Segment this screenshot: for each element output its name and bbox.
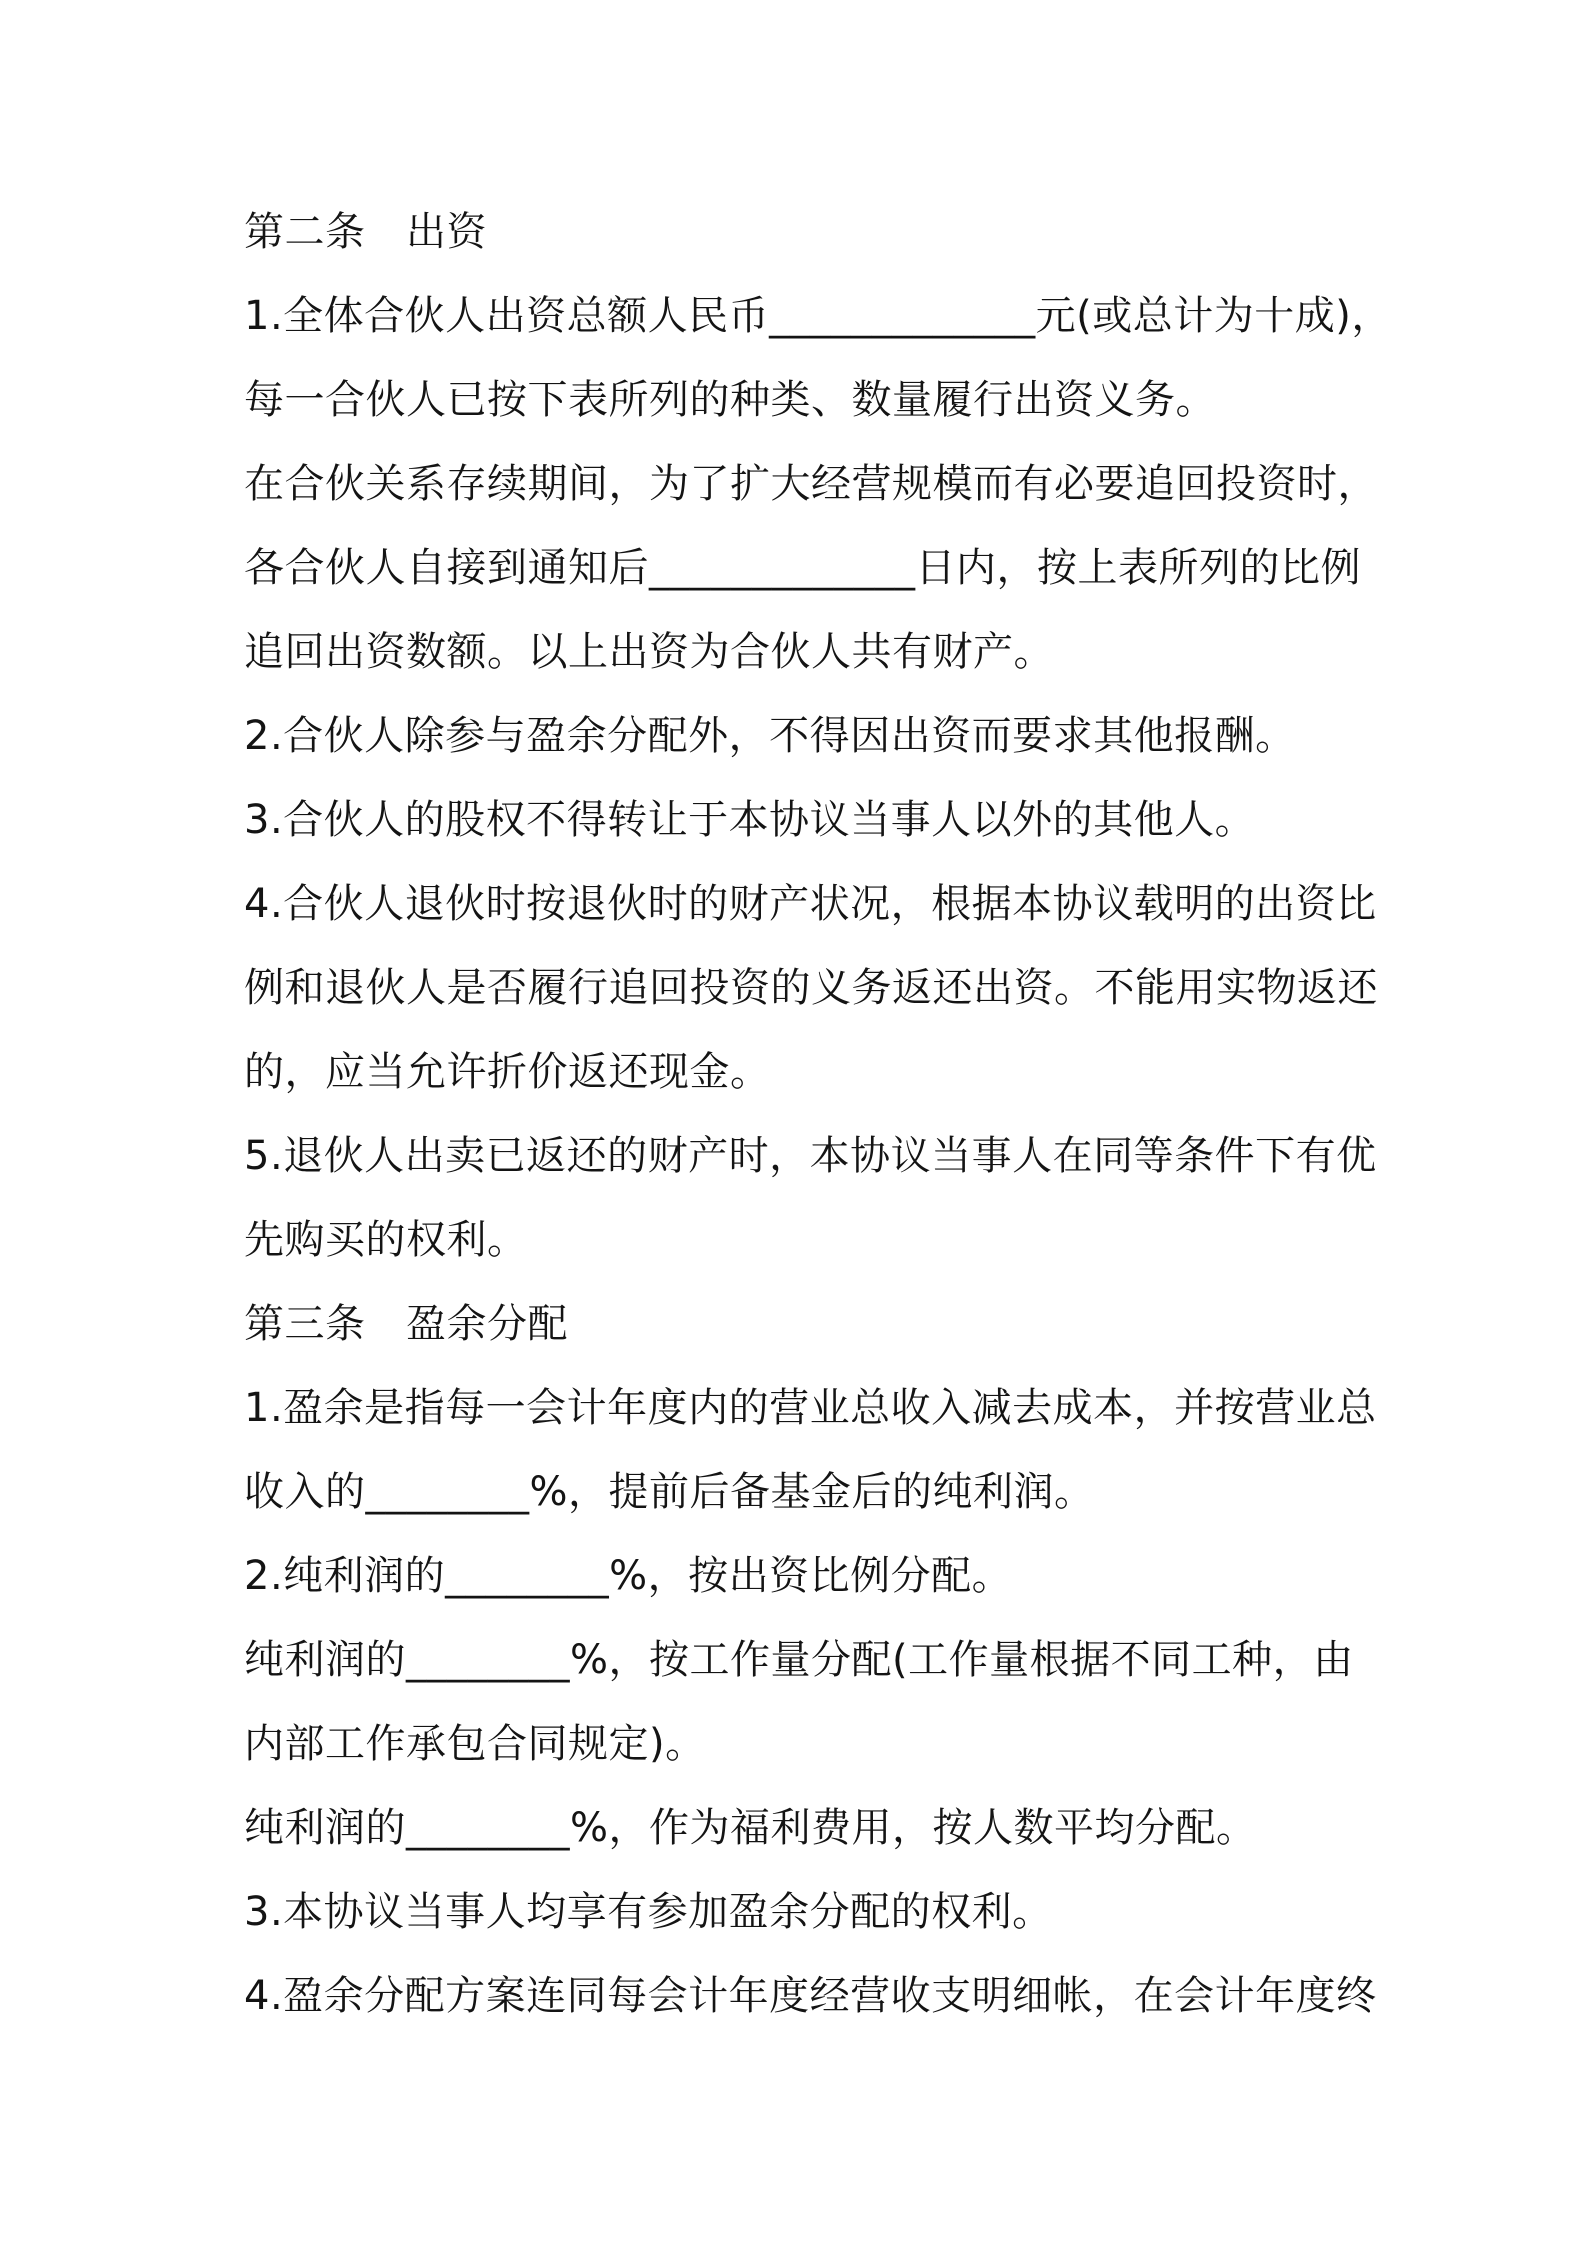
paragraph-line: 1.盈余是指每一会计年度内的营业总收入减去成本，并按营业总 — [244, 1385, 1377, 1431]
paragraph-line: 3.合伙人的股权不得转让于本协议当事人以外的其他人。 — [244, 797, 1256, 843]
paragraph-line: 5.退伙人出卖已返还的财产时，本协议当事人在同等条件下有优 — [244, 1133, 1377, 1179]
paragraph-line: 各合伙人自接到通知后_____________日内，按上表所列的比例 — [244, 545, 1361, 591]
paragraph-line: 内部工作承包合同规定)。 — [244, 1721, 706, 1767]
paragraph-line: 的，应当允许折价返还现金。 — [244, 1049, 771, 1095]
paragraph-line: 2.纯利润的________%，按出资比例分配。 — [244, 1553, 1013, 1599]
paragraph-line: 4.盈余分配方案连同每会计年度经营收支明细帐，在会计年度终 — [244, 1973, 1377, 2019]
article-2-heading: 第二条 出资 — [244, 209, 487, 255]
article-3-heading: 第三条 盈余分配 — [244, 1301, 568, 1347]
paragraph-line: 收入的________%，提前后备基金后的纯利润。 — [244, 1469, 1095, 1515]
paragraph-line: 追回出资数额。以上出资为合伙人共有财产。 — [244, 629, 1054, 675]
paragraph-line: 2.合伙人除参与盈余分配外，不得因出资而要求其他报酬。 — [244, 713, 1296, 759]
paragraph-line: 4.合伙人退伙时按退伙时的财产状况，根据本协议载明的出资比 — [244, 881, 1377, 927]
paragraph-line: 在合伙关系存续期间，为了扩大经营规模而有必要追回投资时， — [244, 461, 1378, 507]
paragraph-line: 纯利润的________%，按工作量分配(工作量根据不同工种，由 — [244, 1637, 1354, 1683]
document-body — [244, 190, 1392, 2038]
paragraph-line: 纯利润的________%，作为福利费用，按人数平均分配。 — [244, 1805, 1257, 1851]
paragraph-line: 1.全体合伙人出资总额人民币_____________元(或总计为十成)， — [244, 293, 1392, 339]
paragraph-line: 先购买的权利。 — [244, 1217, 528, 1263]
paragraph-line: 每一合伙人已按下表所列的种类、数量履行出资义务。 — [244, 377, 1216, 423]
paragraph-line: 3.本协议当事人均享有参加盈余分配的权利。 — [244, 1889, 1053, 1935]
paragraph-line: 例和退伙人是否履行追回投资的义务返还出资。不能用实物返还 — [244, 965, 1378, 1011]
